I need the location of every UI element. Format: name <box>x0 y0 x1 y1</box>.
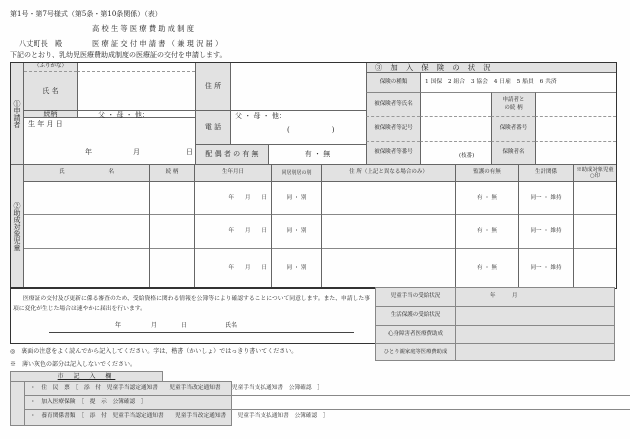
benefit-single-parent-value <box>456 344 614 361</box>
col-name: 氏 名 <box>58 169 114 176</box>
city-use-left-margin <box>11 382 25 425</box>
addressee: 八丈町長 殿 <box>19 39 63 48</box>
city-use-row-custody-docs: ・ 養育関係書類 ［ 添 付 児童手当認定通知書 児童手当改定通知書 児童手当支払通知書 公簿確認 ］ <box>30 413 329 419</box>
child-subsidy-mark-field <box>573 249 616 288</box>
child-row <box>24 249 616 288</box>
name-label: 氏 名 <box>24 72 77 110</box>
child-livelihood-options[interactable]: 同一 ・ 維持 <box>518 182 573 215</box>
name-field[interactable] <box>77 72 195 110</box>
child-row <box>24 215 616 249</box>
furigana-label: （ふりがな） <box>24 63 77 72</box>
insured-name-label: 被保険者等氏名 <box>366 92 420 116</box>
child-custody-options[interactable]: 有 ・ 無 <box>455 182 518 215</box>
note-1: ◎ 裏面の注意をよく読んでから記入してください。字は、楷書（かいしょ）ではっきり書いてください。 <box>10 348 298 355</box>
child-custody-options[interactable]: 有 ・ 無 <box>455 249 518 288</box>
birth-day: 日 <box>186 148 193 156</box>
insured-number-label: 被保険者等番号 <box>366 141 420 164</box>
child-row <box>24 182 616 215</box>
applicant-relation-label: 申請者との続 柄 <box>491 92 535 116</box>
benefit-child-allowance-label: 児童手当の受給状況 <box>376 288 456 307</box>
col-subsidy-mark: ※助成対象児童○印 <box>573 164 616 182</box>
consent-year: 年 <box>115 322 122 329</box>
consent-month: 月 <box>151 322 158 329</box>
col-cohabitation: 同居別居の別 <box>271 164 321 182</box>
phone-field[interactable] <box>230 110 366 144</box>
child-name-field[interactable] <box>24 182 149 215</box>
relation-options[interactable]: 父 ・ 母 ・ 他： <box>77 110 195 118</box>
insurance-type-label: 保険の種類 <box>366 73 420 92</box>
child-relation-field[interactable] <box>149 249 194 288</box>
applicant-relation-field[interactable] <box>535 92 616 116</box>
child-relation-field[interactable] <box>149 182 194 215</box>
city-use-row-insurance: ・ 加入医療保険 ［ 提 示 公簿確認 ］ <box>25 396 630 410</box>
benefit-disability-label: 心身障害者医療費助成 <box>376 326 456 344</box>
child-name-field[interactable] <box>24 249 149 288</box>
insurance-type-options[interactable]: 1 国保 2 組合 3 協会 4 日雇 5 船員 6 共済 <box>420 73 616 92</box>
intro-text: 下記のとおり、乳幼児医療費助成制度の医療証の交付を申請します。 <box>10 51 227 59</box>
birth-month: 月 <box>133 148 140 156</box>
insured-symbol-label: 被保険者等記号 <box>366 116 420 141</box>
child-cohab-options[interactable]: 同 ・ 別 <box>271 215 321 249</box>
relation-label: 続柄 <box>24 110 77 118</box>
furigana-field[interactable] <box>77 63 195 72</box>
children-section-label: ②助成対象児童 <box>11 164 24 288</box>
birth-year: 年 <box>85 148 92 156</box>
insured-symbol-field[interactable] <box>420 116 491 141</box>
city-use-table <box>10 381 329 426</box>
child-relation-field[interactable] <box>149 215 194 249</box>
child-livelihood-options[interactable]: 同一 ・ 維持 <box>518 215 573 249</box>
insured-number-field[interactable] <box>420 141 491 164</box>
child-cohab-options[interactable]: 同 ・ 別 <box>271 182 321 215</box>
applicant-section-label: ①申請者 <box>11 63 24 164</box>
child-cohab-options[interactable]: 同 ・ 別 <box>271 249 321 288</box>
child-address-field[interactable] <box>321 215 455 249</box>
consent-day: 日 <box>181 322 188 329</box>
insurer-name-field[interactable] <box>535 141 616 164</box>
form-title-2: 医 療 証 交 付 申 請 書 （ 兼 現 況 届 ） <box>92 39 223 48</box>
child-address-field[interactable] <box>321 249 455 288</box>
phone-relation: 父 ・ 母 ・ 他： <box>235 112 286 120</box>
child-address-field[interactable] <box>321 182 455 215</box>
signature-line <box>49 332 354 333</box>
col-address: 住 所（上記と異なる場合のみ） <box>321 164 455 182</box>
phone-paren: ( ) <box>287 126 335 134</box>
address-label: 住 所 <box>195 63 230 110</box>
form-title-1: 高 校 生 等 医 療 費 助 成 制 度 <box>92 24 194 33</box>
col-birth: 生年月日 <box>194 164 271 182</box>
benefit-disability-value <box>456 326 614 344</box>
phone-label: 電 話 <box>195 110 230 144</box>
col-livelihood: 生計関係 <box>518 164 573 182</box>
note-2: ※ 薄い灰色の部分は記入しないでください。 <box>10 361 137 368</box>
child-birth-field[interactable]: 年 月 日 <box>194 182 271 215</box>
insurance-title: ③ 加 入 保 険 の 状 況 <box>366 63 616 73</box>
col-custody: 監護の有無 <box>455 164 518 182</box>
insurer-number-field[interactable] <box>535 116 616 141</box>
consent-text: 医療証の交付及び更新に係る審査のため、受給資格に関わる情報を公簿等により確認することについて同意します。また、申請した事項に変化が生じた場合は速やかに届出を行います。 <box>13 296 371 313</box>
birth-label: 生 年 月 日 <box>28 120 63 128</box>
benefit-welfare-label: 生活保護の受給状況 <box>376 307 456 326</box>
child-subsidy-mark-field <box>573 215 616 249</box>
insurer-number-label: 保険者番号 <box>491 116 535 141</box>
child-subsidy-mark-field <box>573 182 616 215</box>
insurer-name-label: 保険者名 <box>491 141 535 164</box>
consent-name-label: 氏名 <box>225 322 238 329</box>
form-id: 第1号・第7号様式（第5条・第10条関係）（表） <box>10 10 162 18</box>
branch-number-label: (枝番) <box>459 153 475 159</box>
benefit-welfare-value <box>456 307 614 326</box>
child-birth-field[interactable]: 年 月 日 <box>194 249 271 288</box>
child-birth-field[interactable]: 年 月 日 <box>194 215 271 249</box>
child-custody-options[interactable]: 有 ・ 無 <box>455 215 518 249</box>
child-livelihood-options[interactable]: 同一 ・ 維持 <box>518 249 573 288</box>
spouse-label: 配 偶 者 の 有 無 <box>195 144 268 164</box>
insured-name-field[interactable] <box>420 92 491 116</box>
consent-box <box>10 287 376 344</box>
col-relation: 続 柄 <box>149 164 194 182</box>
benefits-table <box>375 287 615 361</box>
address-field[interactable] <box>230 63 366 110</box>
city-use-title: 市 記 入 欄 <box>10 371 163 381</box>
benefit-single-parent-label: ひとり親家庭等医療費助成 <box>376 344 456 361</box>
benefit-child-allowance-value: 年 月 <box>456 288 614 307</box>
child-name-field[interactable] <box>24 215 149 249</box>
city-use-row-resident: ・ 住 民 票 ［ 添 付 児童手当認定通知書 児童手当改定通知書 児童手当支払通知書 公簿確認 ］ <box>25 382 630 396</box>
spouse-options[interactable]: 有 ・ 無 <box>268 144 366 164</box>
